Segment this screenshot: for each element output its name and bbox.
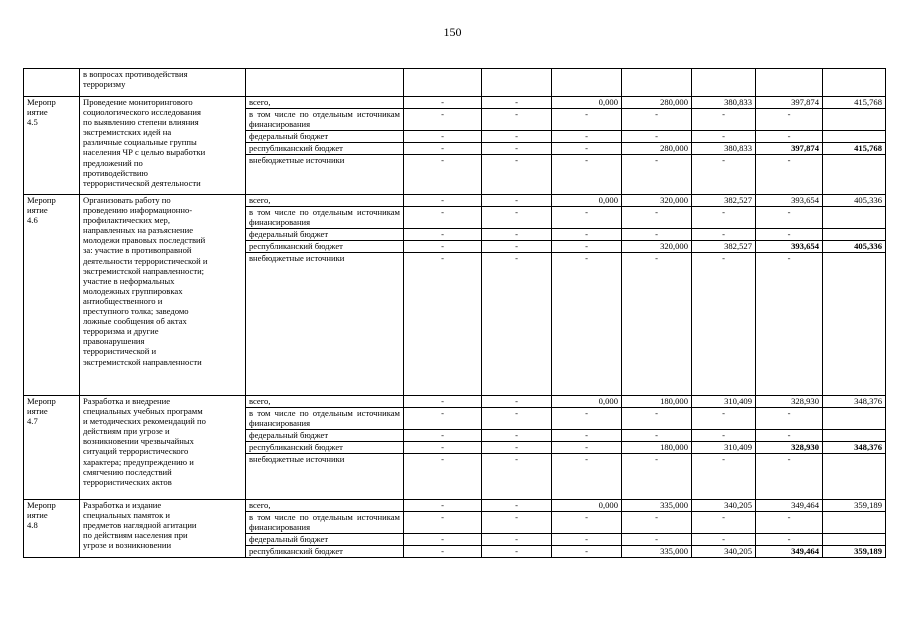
value-cell: - [404,546,482,558]
value-cell: - [692,207,756,229]
value-cell: - [404,442,482,454]
value-cell [823,131,886,143]
value-cell: 0,000 [552,97,622,109]
value-cell: - [552,207,622,229]
funding-source: федеральный бюджет [246,131,404,143]
value-cell: 405,336 [823,241,886,253]
value-cell: 0,000 [552,396,622,408]
value-cell: - [482,454,552,500]
value-cell: 0,000 [552,195,622,207]
value-cell: - [552,109,622,131]
value-cell: - [482,143,552,155]
value-cell [823,69,886,97]
value-cell: - [482,534,552,546]
value-cell [823,430,886,442]
value-cell: 280,000 [622,143,692,155]
value-cell: - [756,229,823,241]
value-cell: - [404,241,482,253]
value-cell: - [404,512,482,534]
value-cell [552,69,622,97]
value-cell: 280,000 [622,97,692,109]
value-cell: - [552,143,622,155]
value-cell: 180,000 [622,442,692,454]
funding-source: республиканский бюджет [246,241,404,253]
value-cell: - [482,430,552,442]
value-cell: - [404,253,482,396]
value-cell: 310,409 [692,396,756,408]
value-cell: - [404,500,482,512]
value-cell: - [404,534,482,546]
value-cell: - [552,512,622,534]
value-cell: - [482,229,552,241]
value-cell: - [622,408,692,430]
value-cell: - [404,109,482,131]
value-cell [692,69,756,97]
value-cell: - [622,512,692,534]
value-cell: - [482,241,552,253]
value-cell: - [552,241,622,253]
value-cell: - [756,534,823,546]
value-cell: - [622,229,692,241]
measure-description: Организовать работу по проведению информационно- профилактических мер, направленных на разъяснение молодежи правовых последствий за: участие в противоправной деятельности террористической и экстремистской направленности; участие в неформальных молодежных группировках антиобщественного и преступного толка; заведомо ложные сообщения об актах терроризма и другие правонарушения террористической и экстремистской направленности [80,195,246,396]
value-cell: - [622,454,692,500]
value-cell: - [756,131,823,143]
measure-description: Разработка и внедрение специальных учебных программ и методических рекомендаций по действиям при угрозе и возникновении чрезвычайных ситуаций террористического характера; предупреждению и смягчению последствий террористических актов [80,396,246,500]
value-cell [622,69,692,97]
value-cell: 349,464 [756,546,823,558]
value-cell: 415,768 [823,143,886,155]
value-cell [823,207,886,229]
value-cell: - [482,195,552,207]
value-cell: 348,376 [823,442,886,454]
value-cell: - [404,396,482,408]
description-cell: в вопросах противодействия терроризму [80,69,246,97]
value-cell [756,69,823,97]
value-cell: - [482,109,552,131]
value-cell: 335,000 [622,500,692,512]
value-cell: - [692,430,756,442]
value-cell: 382,527 [692,241,756,253]
value-cell: - [692,454,756,500]
page-number: 150 [443,25,462,39]
value-cell [246,69,404,97]
value-cell: - [552,546,622,558]
funding-source: в том числе по отдельным источникам финансирования [246,109,404,131]
funding-source: всего, [246,396,404,408]
value-cell: - [482,500,552,512]
value-cell: - [622,207,692,229]
value-cell: - [552,454,622,500]
value-cell [823,408,886,430]
measure-description: Разработка и издание специальных памяток и предметов наглядной агитации по действиям населения при угрозе и возникновении [80,500,246,558]
value-cell: 397,874 [756,97,823,109]
funding-source: республиканский бюджет [246,143,404,155]
funding-source: федеральный бюджет [246,534,404,546]
value-cell: - [552,442,622,454]
value-cell: - [482,97,552,109]
value-cell: 380,833 [692,97,756,109]
value-cell: - [482,396,552,408]
code-cell [24,69,80,97]
funding-source: внебюджетные источники [246,155,404,195]
value-cell: 320,000 [622,241,692,253]
value-cell: 359,189 [823,500,886,512]
value-cell: 335,000 [622,546,692,558]
value-cell: - [756,430,823,442]
funding-source: в том числе по отдельным источникам финансирования [246,408,404,430]
value-cell: - [404,195,482,207]
value-cell: - [552,155,622,195]
value-cell: 415,768 [823,97,886,109]
funding-source: федеральный бюджет [246,430,404,442]
value-cell: 393,654 [756,241,823,253]
funding-source: всего, [246,97,404,109]
value-cell: - [756,454,823,500]
value-cell: - [756,155,823,195]
value-cell [823,109,886,131]
value-cell: - [622,155,692,195]
measure-code: Меропр иятие 4.7 [24,396,80,500]
funding-source: внебюджетные источники [246,253,404,396]
value-cell: 380,833 [692,143,756,155]
value-cell: - [622,253,692,396]
value-cell: 393,654 [756,195,823,207]
value-cell: 340,205 [692,546,756,558]
value-cell: - [404,430,482,442]
value-cell: - [482,408,552,430]
value-cell: - [692,155,756,195]
funding-source: федеральный бюджет [246,229,404,241]
funding-source: в том числе по отдельным источникам финансирования [246,207,404,229]
funding-source: всего, [246,500,404,512]
funding-source: в том числе по отдельным источникам финансирования [246,512,404,534]
value-cell: - [552,534,622,546]
funding-source: внебюджетные источники [246,454,404,500]
table-row [24,97,886,109]
value-cell: - [404,454,482,500]
value-cell: - [552,229,622,241]
value-cell: - [692,229,756,241]
value-cell: - [404,408,482,430]
value-cell: - [404,207,482,229]
value-cell: - [756,253,823,396]
value-cell [823,155,886,195]
value-cell: - [482,442,552,454]
value-cell: - [404,143,482,155]
value-cell [823,454,886,500]
value-cell [823,229,886,241]
measure-code: Меропр иятие 4.8 [24,500,80,558]
value-cell: - [622,131,692,143]
budget-table-body [24,69,886,558]
value-cell: - [404,229,482,241]
value-cell [823,253,886,396]
measure-description: Проведение мониторингового социологического исследования по выявлению степени влияния экстремистских идей на различные социальные группы населения ЧР с целью выработки предложений по противодействию террористической деятельности [80,97,246,195]
value-cell: - [622,534,692,546]
value-cell: - [622,109,692,131]
value-cell: 349,464 [756,500,823,512]
measure-code: Меропр иятие 4.5 [24,97,80,195]
value-cell: 340,205 [692,500,756,512]
funding-source: всего, [246,195,404,207]
value-cell: 397,874 [756,143,823,155]
value-cell [823,512,886,534]
table-row [24,195,886,207]
value-cell: - [552,408,622,430]
value-cell: - [692,109,756,131]
value-cell: - [552,430,622,442]
value-cell: - [692,131,756,143]
value-cell: 0,000 [552,500,622,512]
measure-code: Меропр иятие 4.6 [24,195,80,396]
value-cell: - [756,408,823,430]
value-cell: - [404,155,482,195]
value-cell: 382,527 [692,195,756,207]
value-cell: 405,336 [823,195,886,207]
value-cell: - [482,155,552,195]
funding-source: республиканский бюджет [246,546,404,558]
value-cell: - [622,430,692,442]
budget-table [23,68,886,558]
value-cell: - [756,512,823,534]
table-row [24,500,886,512]
value-cell: - [692,408,756,430]
value-cell: - [756,207,823,229]
value-cell: - [482,131,552,143]
value-cell: - [482,512,552,534]
value-cell: - [404,97,482,109]
value-cell: - [404,131,482,143]
funding-source: республиканский бюджет [246,442,404,454]
value-cell: - [482,253,552,396]
value-cell: - [482,207,552,229]
value-cell: - [692,253,756,396]
value-cell: 359,189 [823,546,886,558]
value-cell: 320,000 [622,195,692,207]
value-cell: - [692,512,756,534]
value-cell: - [552,253,622,396]
value-cell [404,69,482,97]
value-cell: 328,930 [756,442,823,454]
value-cell [482,69,552,97]
continuation-row [24,69,886,97]
value-cell: - [692,534,756,546]
value-cell: 348,376 [823,396,886,408]
value-cell: 328,930 [756,396,823,408]
value-cell: - [482,546,552,558]
value-cell: - [756,109,823,131]
value-cell: 180,000 [622,396,692,408]
value-cell: 310,409 [692,442,756,454]
table-row [24,396,886,408]
value-cell: - [552,131,622,143]
value-cell [823,534,886,546]
